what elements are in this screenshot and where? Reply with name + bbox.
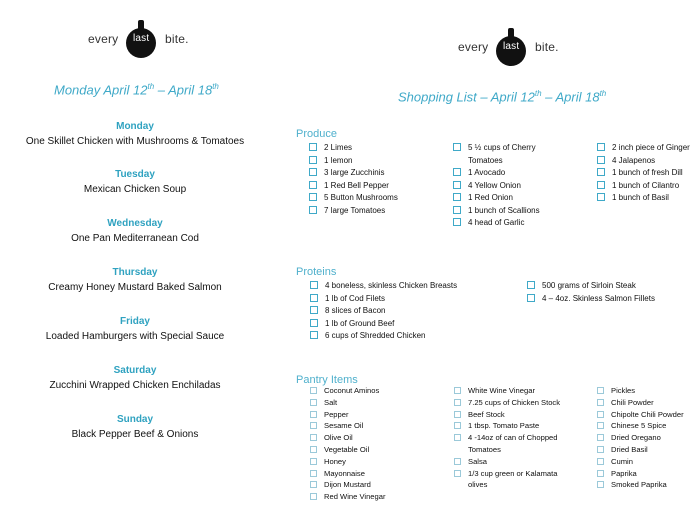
checkbox[interactable] — [310, 319, 318, 327]
day-name: Sunday — [116, 414, 154, 425]
checkbox[interactable] — [310, 399, 317, 406]
checkbox[interactable] — [310, 281, 318, 289]
list-item[interactable]: 4 head of Garlic — [453, 217, 545, 230]
produce-col-3 — [597, 142, 697, 205]
checkbox[interactable] — [597, 470, 604, 477]
brand-bite: bite. — [165, 32, 189, 46]
day-saturday — [0, 365, 270, 391]
checkbox[interactable] — [453, 193, 461, 201]
day-wednesday — [0, 218, 270, 244]
checkbox[interactable] — [453, 206, 461, 214]
list-item[interactable]: 1 Red Onion — [453, 192, 545, 205]
produce-col-2 — [453, 142, 545, 230]
day-name: Friday — [119, 316, 150, 327]
checkbox[interactable] — [310, 446, 317, 453]
checkbox[interactable] — [453, 181, 461, 189]
list-item[interactable]: Vegetable Oil — [310, 444, 445, 456]
list-item[interactable]: 5 Button Mushrooms — [309, 192, 449, 205]
list-item[interactable]: Smoked Paprika — [597, 479, 697, 491]
list-item[interactable]: Chili Powder — [597, 397, 697, 409]
menu-title: Monday April 12th – April 18th — [54, 82, 219, 98]
list-item[interactable]: 4 Yellow Onion — [453, 180, 545, 193]
meal-name: One Skillet Chicken with Mushrooms & Tomatoes — [25, 136, 245, 147]
checkbox[interactable] — [310, 294, 318, 302]
list-item[interactable]: 6 cups of Shredded Chicken — [310, 330, 510, 343]
meal-name: Loaded Hamburgers with Special Sauce — [45, 331, 225, 342]
list-item[interactable]: Mayonnaise — [310, 468, 445, 480]
list-item[interactable]: Dried Basil — [597, 444, 697, 456]
day-name: Saturday — [113, 365, 157, 376]
list-item[interactable]: 2 Limes — [309, 142, 449, 155]
shopping-title: Shopping List – April 12th – April 18th — [398, 89, 607, 105]
list-item[interactable]: 1 bunch of fresh Dill — [597, 167, 697, 180]
checkbox[interactable] — [310, 458, 317, 465]
list-item[interactable]: 1 lemon — [309, 155, 449, 168]
checkbox[interactable] — [597, 446, 604, 453]
checkbox[interactable] — [309, 193, 317, 201]
day-tuesday — [0, 169, 270, 195]
list-item[interactable]: 1 bunch of Cilantro — [597, 180, 697, 193]
brand-last: last — [133, 33, 150, 44]
list-item[interactable]: 4 Jalapenos — [597, 155, 697, 168]
list-item[interactable]: 2 inch piece of Ginger — [597, 142, 697, 155]
checkbox[interactable] — [454, 458, 461, 465]
brand-every: every — [88, 32, 119, 46]
list-item[interactable]: Salt — [310, 397, 445, 409]
checkbox[interactable] — [309, 168, 317, 176]
checkbox[interactable] — [310, 493, 317, 500]
checkbox[interactable] — [597, 411, 604, 418]
checkbox[interactable] — [597, 481, 604, 488]
proteins-col-1 — [310, 280, 510, 343]
list-item[interactable]: 4 boneless, skinless Chicken Breasts — [310, 280, 510, 293]
checkbox[interactable] — [597, 387, 604, 394]
brand-logo-left — [88, 18, 198, 62]
checkbox[interactable] — [310, 481, 317, 488]
list-item[interactable]: Pickles — [597, 385, 697, 397]
checkbox[interactable] — [597, 143, 605, 151]
brand-every: every — [458, 40, 489, 54]
checkbox[interactable] — [597, 193, 605, 201]
list-item[interactable]: 4 -14oz of can of Chopped Tomatoes — [454, 432, 574, 456]
list-item[interactable]: Chipolte Chili Powder — [597, 409, 697, 421]
list-item[interactable]: White Wine Vinegar — [454, 385, 574, 397]
day-name: Tuesday — [115, 169, 155, 180]
checkbox[interactable] — [310, 306, 318, 314]
meal-name: One Pan Mediterranean Cod — [71, 233, 199, 244]
day-monday — [0, 121, 270, 147]
checkbox[interactable] — [453, 218, 461, 226]
day-friday — [0, 316, 270, 342]
list-item[interactable]: 1 Red Bell Pepper — [309, 180, 449, 193]
checkbox[interactable] — [597, 181, 605, 189]
list-item[interactable]: 1 Avocado — [453, 167, 545, 180]
day-thursday — [0, 267, 270, 293]
list-item[interactable]: Red Wine Vinegar — [310, 491, 445, 503]
produce-heading: Produce — [296, 128, 337, 140]
checkbox[interactable] — [454, 470, 461, 477]
list-item[interactable]: 8 slices of Bacon — [310, 305, 510, 318]
meal-name: Creamy Honey Mustard Baked Salmon — [48, 282, 222, 293]
list-item[interactable]: 1 tbsp. Tomato Paste — [454, 420, 574, 432]
checkbox[interactable] — [454, 422, 461, 429]
checkbox[interactable] — [309, 206, 317, 214]
checkbox[interactable] — [309, 156, 317, 164]
produce-col-1 — [309, 142, 449, 217]
meal-name: Mexican Chicken Soup — [83, 184, 187, 195]
checkbox[interactable] — [310, 387, 317, 394]
checkbox[interactable] — [310, 470, 317, 477]
list-item[interactable]: Chinese 5 Spice — [597, 420, 697, 432]
list-item[interactable]: Salsa — [454, 456, 574, 468]
checkbox[interactable] — [309, 181, 317, 189]
day-name: Wednesday — [107, 218, 163, 229]
pantry-col-3 — [597, 385, 697, 491]
checkbox[interactable] — [527, 294, 535, 302]
checkbox[interactable] — [310, 422, 317, 429]
checkbox[interactable] — [597, 422, 604, 429]
list-item[interactable]: 1 lb of Cod Filets — [310, 293, 510, 306]
checkbox[interactable] — [454, 387, 461, 394]
brand-logo-right — [458, 26, 568, 70]
checkbox[interactable] — [527, 281, 535, 289]
pantry-heading: Pantry Items — [296, 374, 358, 386]
list-item[interactable]: Olive Oil — [310, 432, 445, 444]
checkbox[interactable] — [453, 143, 461, 151]
proteins-heading: Proteins — [296, 266, 337, 278]
pantry-col-1 — [310, 385, 445, 503]
checkbox[interactable] — [597, 399, 604, 406]
checkbox[interactable] — [310, 331, 318, 339]
list-item[interactable]: Pepper — [310, 409, 445, 421]
day-sunday — [0, 414, 270, 440]
checkbox[interactable] — [310, 434, 317, 441]
checkbox[interactable] — [309, 143, 317, 151]
pantry-col-2 — [454, 385, 574, 491]
list-item[interactable]: 7 large Tomatoes — [309, 205, 449, 218]
list-item[interactable]: 1 bunch of Scallions — [453, 205, 545, 218]
checkbox[interactable] — [454, 434, 461, 441]
list-item[interactable]: Honey — [310, 456, 445, 468]
checkbox[interactable] — [310, 411, 317, 418]
list-item[interactable]: Coconut Aminos — [310, 385, 445, 397]
checkbox[interactable] — [597, 156, 605, 164]
list-item[interactable]: 1 bunch of Basil — [597, 192, 697, 205]
checkbox[interactable] — [454, 399, 461, 406]
checkbox[interactable] — [597, 458, 604, 465]
list-item[interactable]: 1 lb of Ground Beef — [310, 318, 510, 331]
list-item[interactable]: Sesame Oil — [310, 420, 445, 432]
list-item[interactable]: 500 grams of Sirloin Steak — [527, 280, 697, 293]
day-name: Thursday — [112, 267, 158, 278]
list-item[interactable]: 5 ½ cups of Cherry Tomatoes — [453, 142, 545, 167]
meal-name: Black Pepper Beef & Onions — [71, 429, 199, 440]
list-item[interactable]: Cumin — [597, 456, 697, 468]
list-item[interactable]: 4 – 4oz. Skinless Salmon Fillets — [527, 293, 697, 306]
list-item[interactable]: Dijon Mustard — [310, 479, 445, 491]
brand-last: last — [503, 41, 520, 52]
proteins-col-2 — [527, 280, 697, 305]
checkbox[interactable] — [597, 168, 605, 176]
list-item[interactable]: 3 large Zucchinis — [309, 167, 449, 180]
checkbox[interactable] — [597, 434, 604, 441]
list-item[interactable]: Paprika — [597, 468, 697, 480]
list-item[interactable]: 7.25 cups of Chicken Stock — [454, 397, 574, 409]
list-item[interactable]: 1/3 cup green or Kalamata olives — [454, 468, 574, 492]
day-name: Monday — [116, 121, 154, 132]
checkbox[interactable] — [454, 411, 461, 418]
list-item[interactable]: Beef Stock — [454, 409, 574, 421]
meal-name: Zucchini Wrapped Chicken Enchiladas — [49, 380, 221, 391]
list-item[interactable]: Dried Oregano — [597, 432, 697, 444]
checkbox[interactable] — [453, 168, 461, 176]
brand-bite: bite. — [535, 40, 559, 54]
